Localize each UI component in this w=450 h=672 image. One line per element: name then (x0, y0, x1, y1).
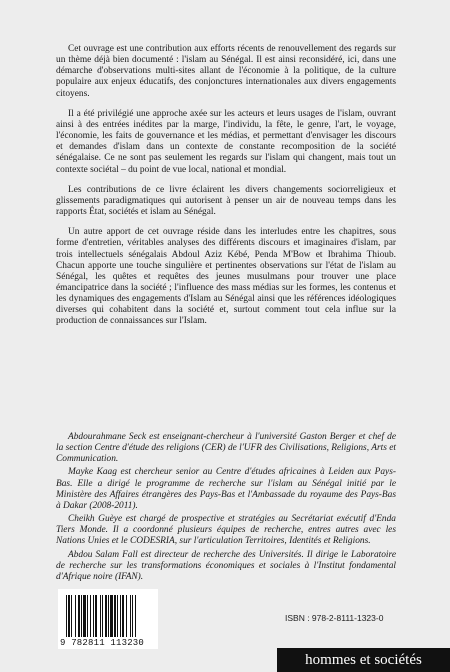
bio-gueye: Cheikh Guèye est chargé de prospective et stratégies au Secrétariat exécutif d'Enda Tiers Monde. Il a coordonné plusieurs équipes de recherche, entres autres avec les Nations Unies et le CODESRIA, sur l'articulation Territoires, Identités et Religions. (56, 514, 396, 547)
bio-seck: Abdourahmane Seck est enseignant-chercheur à l'université Gaston Berger et chef de la section Centre d'étude des religions (CER) de l'UFR des Civilisations, Religions, Arts et Communication. (56, 432, 396, 465)
bio-fall: Abdou Salam Fall est directeur de recherche des Universités. Il dirige le Laboratoire de recherche sur les transformations économiques et sociales à l'Institut fondamental d'Afrique noire (IFAN). (56, 549, 396, 582)
isbn: ISBN : 978-2-8111-1323-0 (285, 613, 384, 623)
blurb-paragraph-4: Un autre apport de cet ouvrage réside dans les interludes entre les chapitres, sous forme d'entretien, véritables analyses des différents discours et imaginaires d'islam, par trois intellectuels sénégalais Abdoul Aziz Kébé, Penda M'Bow et Ibrahima Thioub. Chacun apporte une touche singulière et pertinentes observations sur l'état de l'islam au Sénégal, les quêtes et requêtes des jeunes musulmans pour trouver une place émancipatrice dans la société ; l'influence des mass médias sur les formes, les contenus et les dynamiques des engagements d'Islam au Sénégal ainsi que les références idéologiques diverses qui cohabitent dans la société et, surtout comment tout cela influe sur la production de connaissances sur l'Islam. (56, 227, 396, 327)
collection-name: hommes et sociétés (277, 648, 450, 672)
blurb-paragraph-2: Il a été privilégié une approche axée sur les acteurs et leurs usages de l'islam, ouvrant ainsi à des entrées inédites par la marge, l'individu, la fête, le genre, l'art, le voyage, l'économie, les faits de gouvernance et les médias, et permettant d'envisager les discours et demandes d'islam dans un contexte de constante recomposition de la société sénégalaise. Ce ne sont pas seulement les regards sur l'islam qui changent, mais tout un contexte sociétal – du point de vue local, national et mondial. (56, 108, 396, 175)
blurb-paragraph-1: Cet ouvrage est une contribution aux efforts récents de renouvellement des regards sur un thème déjà bien documenté : l'islam au Sénégal. Il est ainsi reconsidéré, ici, dans une démarche d'observations multi-sites allant de l'économie à la politique, de la culture populaire aux enjeux éducatifs, des conjonctures internationales aux divers engagements citoyens. (56, 44, 396, 99)
blurb (56, 44, 396, 337)
author-bios (56, 432, 396, 585)
barcode-bars-icon (66, 595, 154, 637)
barcode-digits: 9 782811 113230 (60, 638, 145, 648)
blurb-paragraph-3: Les contributions de ce livre éclairent les divers changements sociorreligieux et glissements paradigmatiques qui autorisent à penser un air de nouveau temps dans les rapports État, sociétés et islam au Sénégal. (56, 184, 396, 218)
bio-kaag: Mayke Kaag est chercheur senior au Centre d'études africaines à Leiden aux Pays-Bas. Elle a dirigé le programme de recherche sur l'islam au Sénégal initié par le Ministère des Affaires étrangères des Pays-Bas et l'Ambassade du royaume des Pays-Bas à Dakar (2008-2011). (56, 467, 396, 511)
barcode (58, 589, 158, 649)
